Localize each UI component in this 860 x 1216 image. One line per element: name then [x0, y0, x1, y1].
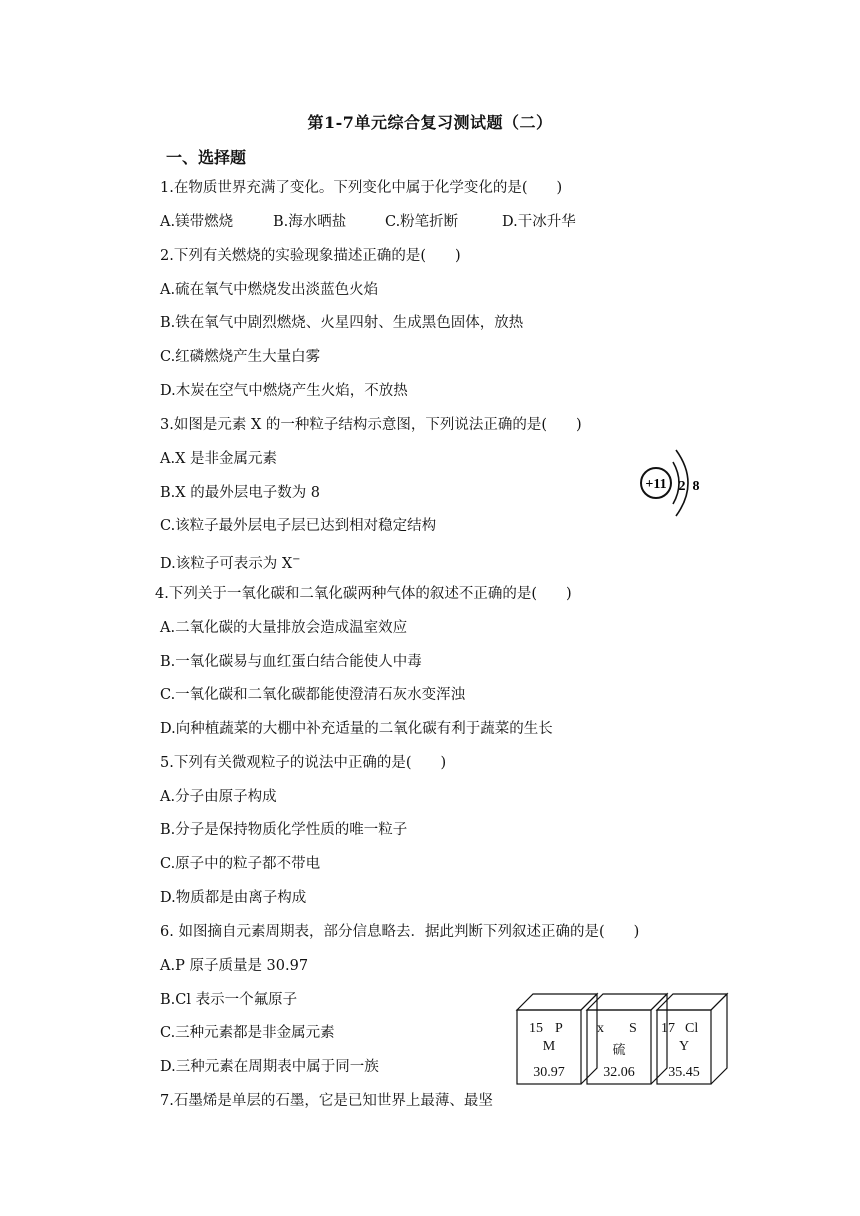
q4-option-b: B.一氧化碳易与血红蛋白结合能使人中毒	[160, 654, 422, 670]
p-number: 15	[529, 1021, 543, 1036]
p-mass: 30.97	[533, 1065, 565, 1080]
q6-option-c: C.三种元素都是非金属元素	[160, 1025, 335, 1041]
q6-stem: 6. 如图摘自元素周期表，部分信息略去．据此判断下列叙述正确的是( )	[160, 924, 640, 940]
q4-stem: 4.下列关于一氧化碳和二氧化碳两种气体的叙述不正确的是( )	[155, 586, 572, 602]
q6-option-a: A.P 原子质量是 30.97	[160, 958, 309, 974]
q1-option-d: D.干冰升华	[502, 214, 576, 230]
q5-option-c: C.原子中的粒子都不带电	[160, 856, 321, 872]
q3-option-d-text: D.该粒子可表示为 X	[160, 556, 293, 572]
q1-option-c: C.粉笔折断	[385, 214, 459, 230]
q3-option-d-charge: −	[292, 554, 301, 565]
q5-option-b: B.分子是保持物质化学性质的唯一粒子	[160, 822, 408, 838]
nucleus-charge: +11	[645, 477, 667, 492]
q5-stem: 5.下列有关微观粒子的说法中正确的是( )	[160, 755, 447, 771]
p-symbol: P	[555, 1021, 563, 1036]
s-mass: 32.06	[603, 1065, 635, 1080]
q2-option-d: D.木炭在空气中燃烧产生火焰，不放热	[160, 383, 408, 399]
q1-option-b: B.海水晒盐	[273, 214, 347, 230]
q2-option-c: C.红磷燃烧产生大量白雾	[160, 349, 321, 365]
q3-option-a: A.X 是非金属元素	[160, 451, 278, 467]
s-name: 硫	[612, 1043, 626, 1058]
q2-stem: 2.下列有关燃烧的实验现象描述正确的是( )	[160, 248, 461, 264]
section-heading: 一、选择题	[166, 148, 247, 167]
q6-option-d: D.三种元素在周期表中属于同一族	[160, 1059, 379, 1075]
q6-option-b: B.Cl 表示一个氟原子	[160, 992, 298, 1008]
q3-stem: 3.如图是元素 X 的一种粒子结构示意图，下列说法正确的是( )	[160, 417, 582, 433]
periodic-table-excerpt	[515, 988, 730, 1088]
q5-option-a: A.分子由原子构成	[160, 789, 277, 805]
q4-option-d: D.向种植蔬菜的大棚中补充适量的二氧化碳有利于蔬菜的生长	[160, 721, 553, 737]
q5-option-d: D.物质都是由离子构成	[160, 890, 307, 906]
q2-option-b: B.铁在氧气中剧烈燃烧、火星四射、生成黑色固体，放热	[160, 315, 524, 331]
q3-option-b: B.X 的最外层电子数为 8	[160, 485, 321, 501]
q1-options	[160, 212, 576, 232]
page-title: 第1-7单元综合复习测试题（二）	[307, 113, 553, 132]
atom-structure-diagram	[628, 440, 718, 530]
shell-1-electrons: 2	[678, 479, 686, 494]
cl-mass: 35.45	[668, 1065, 700, 1080]
q3-option-d	[160, 550, 301, 574]
shell-2-electrons: 8	[692, 479, 700, 494]
q4-option-c: C.一氧化碳和二氧化碳都能使澄清石灰水变浑浊	[160, 687, 466, 703]
q2-option-a: A.硫在氧气中燃烧发出淡蓝色火焰	[160, 282, 379, 298]
s-number: x	[597, 1021, 604, 1036]
s-symbol: S	[629, 1021, 637, 1036]
cl-name: Y	[678, 1039, 690, 1054]
q1-stem: 1.在物质世界充满了变化。下列变化中属于化学变化的是( )	[160, 180, 563, 196]
q3-option-c: C.该粒子最外层电子层已达到相对稳定结构	[160, 518, 437, 534]
cl-symbol: Cl	[685, 1021, 699, 1036]
q4-option-a: A.二氧化碳的大量排放会造成温室效应	[160, 620, 408, 636]
cl-number: 17	[661, 1021, 675, 1036]
q7-stem: 7.石墨烯是单层的石墨，它是已知世界上最薄、最坚	[160, 1093, 493, 1109]
q1-option-a: A.镁带燃烧	[160, 214, 234, 230]
p-name: M	[542, 1039, 556, 1054]
